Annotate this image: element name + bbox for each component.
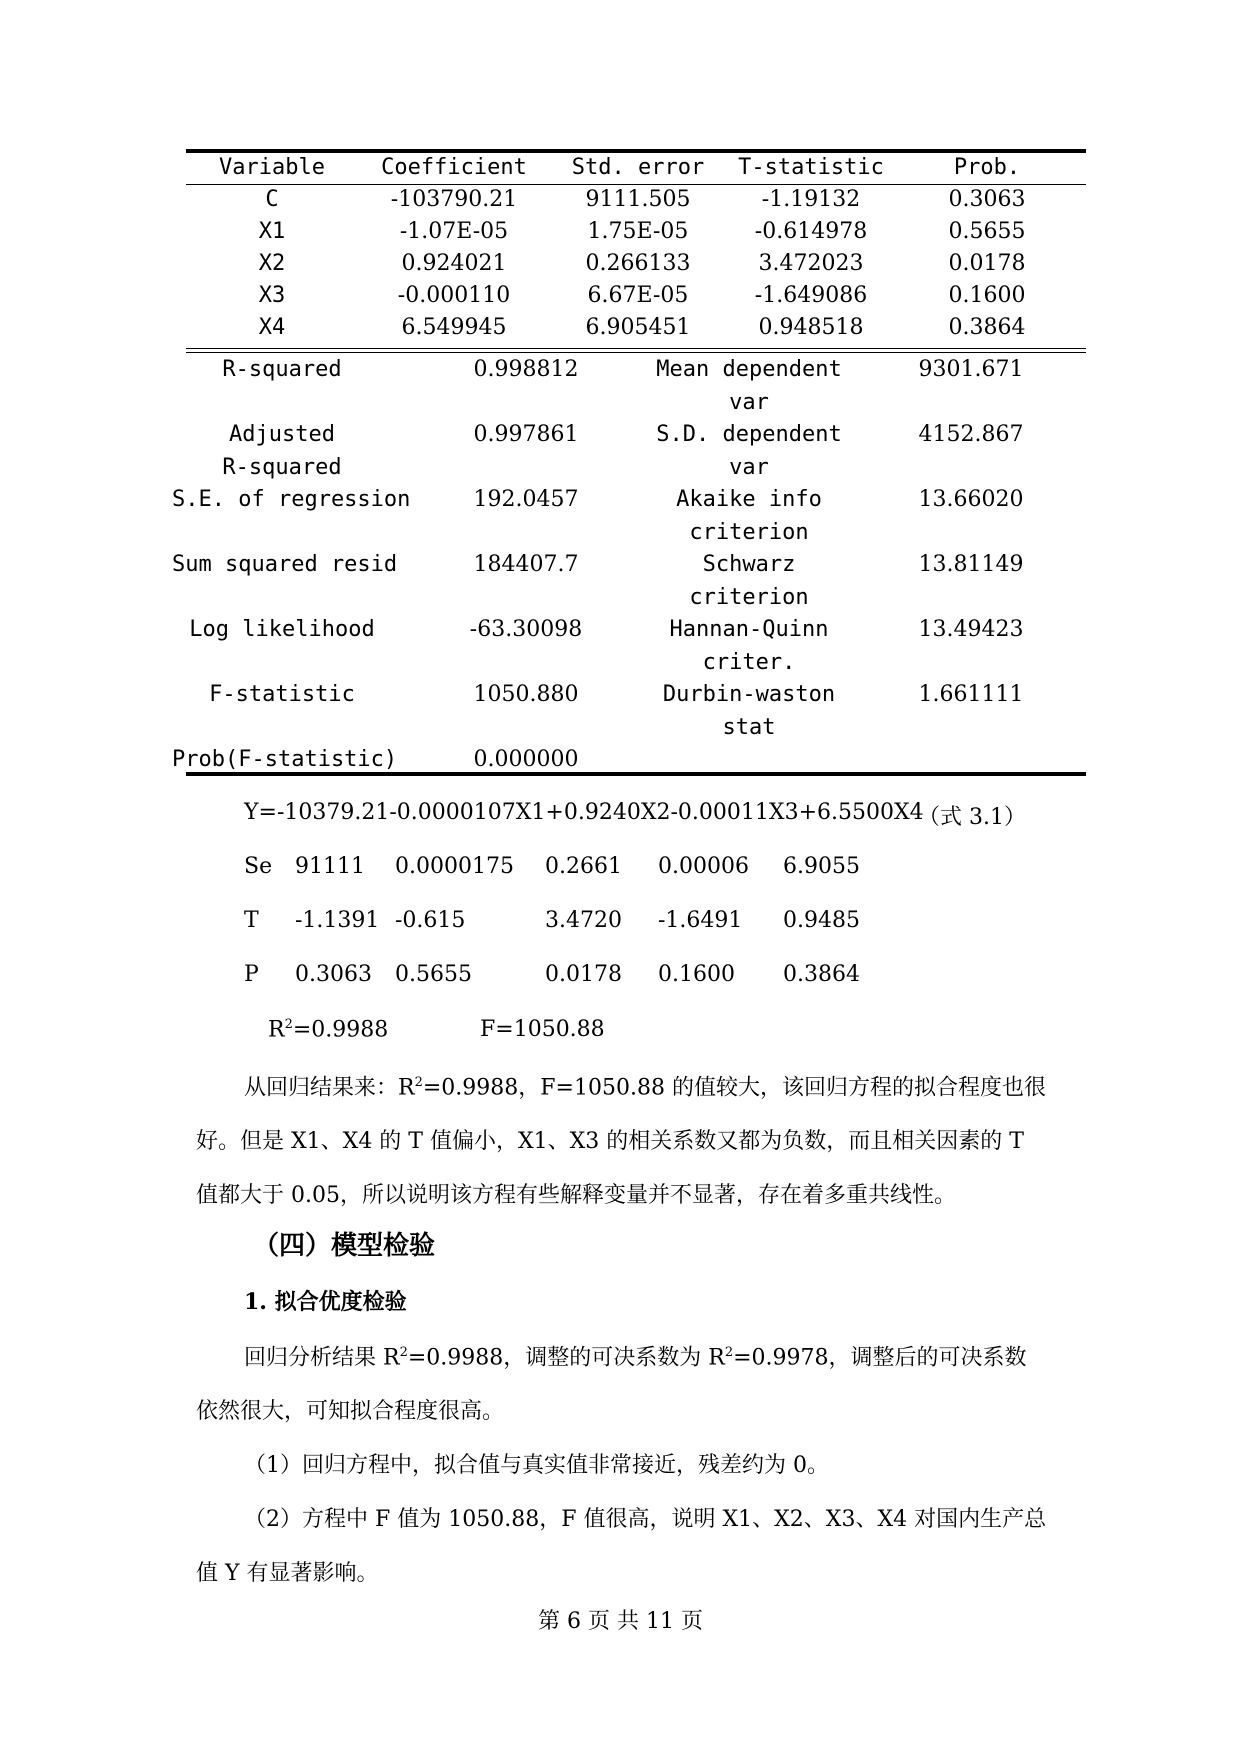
- stats-cell: -63.30098: [469, 617, 583, 642]
- point-1: （1）回归方程中，拟合值与真实值非常接近，残差约为 0。: [244, 1453, 829, 1479]
- paragraph-line: 值都大于 0.05，所以说明该方程有些解释变量并不显著，存在着多重共线性。: [196, 1183, 956, 1209]
- equation-row-label: T: [244, 908, 259, 933]
- stats-cell: Log likelihood: [189, 617, 375, 642]
- equation-value: 0.9485: [783, 908, 860, 933]
- equation-label: （式 3.1）: [918, 805, 1026, 830]
- table-cell: 0.924021: [401, 251, 507, 276]
- stats-cell: Prob(F-statistic): [172, 747, 398, 772]
- stats-cell: R-squared: [222, 357, 342, 382]
- equation-value: 6.9055: [783, 854, 860, 879]
- table-cell: 0.0178: [948, 251, 1026, 276]
- stats-cell: 13.49423: [918, 617, 1024, 642]
- table-cell: -1.19132: [761, 187, 861, 212]
- equation-value: 0.0178: [545, 962, 622, 987]
- table-cell: 6.549945: [401, 315, 507, 340]
- table-header-cell: Coefficient: [381, 155, 527, 180]
- stats-cell: 0.998812: [473, 357, 579, 382]
- equation-row-label: P: [244, 962, 259, 987]
- stats-cell: Sum squared resid: [172, 552, 398, 577]
- equation-value: 3.4720: [545, 908, 622, 933]
- table-cell: -1.649086: [754, 283, 868, 308]
- stats-cell: 13.81149: [918, 552, 1024, 577]
- r-squared-summary: $R^2=0.9988$: [268, 1017, 389, 1043]
- table-cell: -103790.21: [390, 187, 518, 212]
- table-cell: X4: [258, 315, 286, 340]
- stats-cell: Schwarz criterion: [689, 552, 809, 610]
- stats-cell: Mean dependent var: [656, 357, 842, 415]
- table-cell: 0.5655: [948, 219, 1026, 244]
- table-cell: 0.266133: [585, 251, 691, 276]
- stats-cell: 1050.880: [473, 682, 579, 707]
- paragraph-line: 依然很大，可知拟合程度很高。: [196, 1399, 505, 1425]
- stats-cell: 192.0457: [473, 487, 579, 512]
- stats-cell: 13.66020: [918, 487, 1024, 512]
- stats-cell: 0.000000: [473, 747, 579, 772]
- stats-cell: S.D. dependent var: [656, 422, 842, 480]
- stats-cell: 9301.671: [918, 357, 1024, 382]
- table-cell: 0.3864: [948, 315, 1026, 340]
- paragraph-line: 好。但是 X1、X4 的 T 值偏小，X1、X3 的相关系数又都为负数，而且相关因素的 T: [196, 1129, 1024, 1155]
- stats-cell: Adjusted R-squared: [222, 422, 342, 480]
- f-statistic-summary: F=1050.88: [480, 1017, 605, 1042]
- stats-cell: 1.661111: [918, 682, 1024, 707]
- paragraph-line: 从回归结果来：$R^2=0.9988$，F=1050.88 的值较大，该回归方程的拟合程度也很: [244, 1075, 1046, 1101]
- subheading: 1. 拟合优度检验: [244, 1289, 407, 1315]
- equation-value: 0.5655: [395, 962, 472, 987]
- stats-cell: Hannan-Quinn criter.: [669, 617, 829, 675]
- table-header-cell: T-statistic: [738, 155, 884, 180]
- equation-value: -0.615: [395, 908, 466, 933]
- stats-cell: S.E. of regression: [172, 487, 411, 512]
- paragraph-line: 回归分析结果 $R^2=0.9988$，调整的可决系数为 $R^2=0.9978$，调整后的可决系数: [244, 1345, 1027, 1371]
- table-header-cell: Variable: [219, 155, 325, 180]
- table-cell: 0.948518: [758, 315, 864, 340]
- equation-value: 0.2661: [545, 854, 622, 879]
- table-cell: 6.67E-05: [587, 283, 689, 308]
- point-2-line-1: （2）方程中 F 值为 1050.88，F 值很高，说明 X1、X2、X3、X4 对国内生产总: [244, 1507, 1047, 1533]
- table-cell: 1.75E-05: [587, 219, 689, 244]
- table-cell: -1.07E-05: [399, 219, 509, 244]
- equation-value: 0.00006: [658, 854, 749, 879]
- table-mid-rule-1: [186, 348, 1086, 349]
- equation-value: 0.1600: [658, 962, 735, 987]
- table-cell: -0.000110: [397, 283, 511, 308]
- stats-cell: Akaike info criterion: [676, 487, 822, 545]
- equation-value: 91111: [295, 854, 365, 879]
- stats-cell: F-statistic: [209, 682, 355, 707]
- page-footer: 第 6 页 共 11 页: [538, 1609, 703, 1634]
- stats-cell: Durbin-waston stat: [662, 682, 836, 740]
- equation-value: -1.1391: [295, 908, 380, 933]
- point-2-line-2: 值 Y 有显著影响。: [196, 1561, 379, 1587]
- table-cell: X3: [258, 283, 286, 308]
- paragraph-goodness-of-fit: [196, 1326, 1096, 1601]
- stats-cell: 4152.867: [918, 422, 1024, 447]
- table-cell: 3.472023: [758, 251, 864, 276]
- table-cell: X2: [258, 251, 286, 276]
- table-cell: X1: [258, 219, 286, 244]
- table-cell: 6.905451: [585, 315, 691, 340]
- table-cell: -0.614978: [754, 219, 868, 244]
- paragraph-regression-interpretation: [196, 1056, 1096, 1223]
- table-cell: C: [265, 187, 279, 212]
- table-cell: 0.3063: [948, 187, 1026, 212]
- table-cell: 9111.505: [585, 187, 691, 212]
- table-header-cell: Std. error: [571, 155, 705, 180]
- equation-value: 0.3864: [783, 962, 860, 987]
- equation-row-label: Se: [244, 854, 273, 879]
- stats-cell: 0.997861: [473, 422, 579, 447]
- equation-value: 0.3063: [295, 962, 372, 987]
- section-heading: （四）模型检验: [253, 1231, 436, 1261]
- equation-formula: Y=-10379.21-0.0000107X1+0.9240X2-0.00011X3+6.5500X4: [244, 800, 924, 825]
- equation-value: -1.6491: [658, 908, 743, 933]
- equation-value: 0.0000175: [395, 854, 514, 879]
- stats-cell: 184407.7: [473, 552, 579, 577]
- table-cell: 0.1600: [948, 283, 1026, 308]
- table-header-cell: Prob.: [953, 155, 1021, 180]
